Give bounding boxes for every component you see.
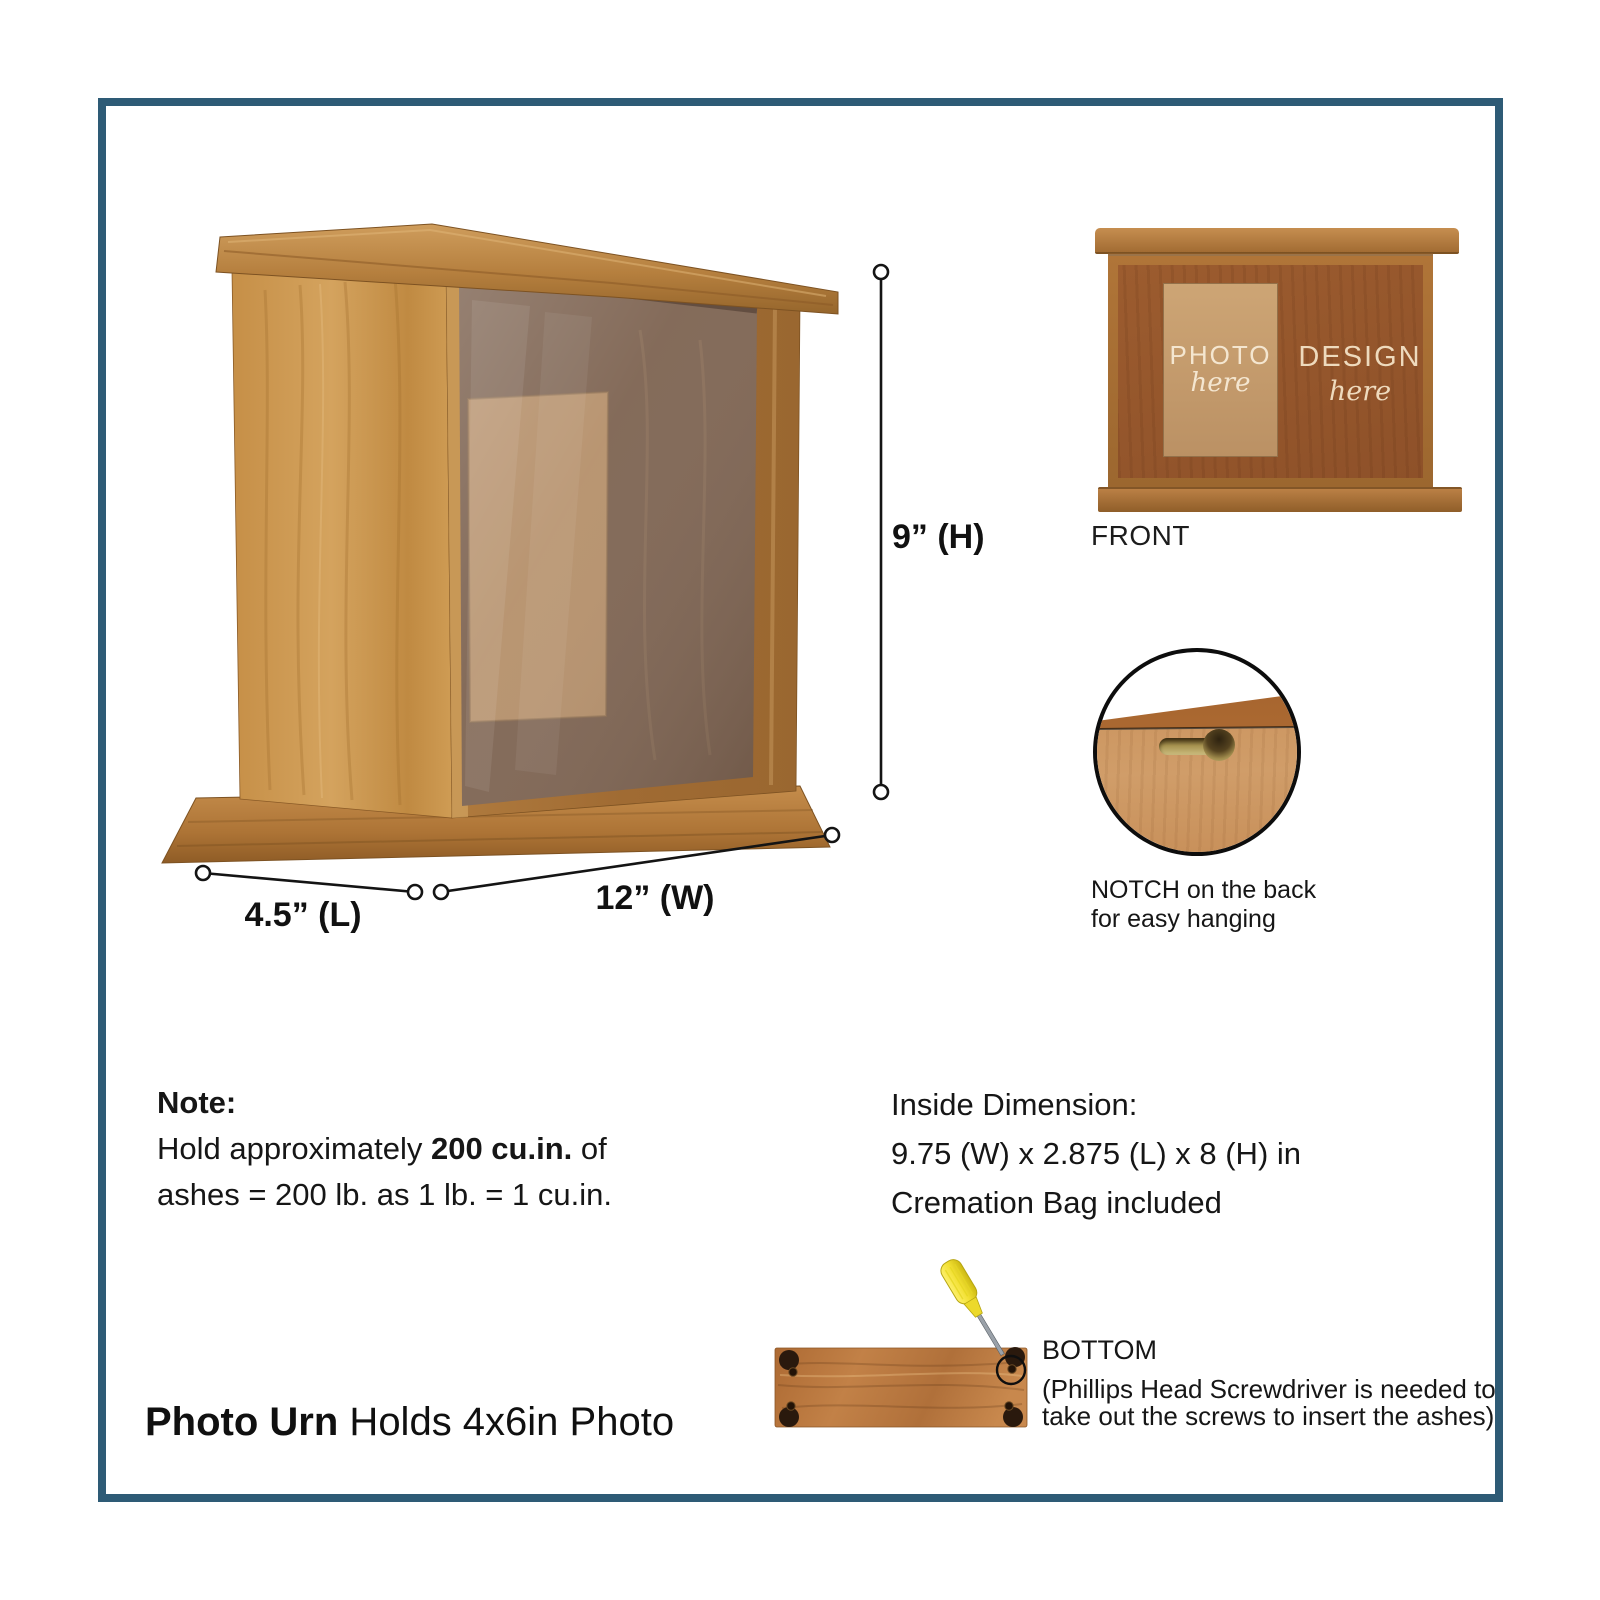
inside-dimension-line2: 9.75 (W) x 2.875 (L) x 8 (H) in [891, 1136, 1302, 1171]
product-title [145, 1400, 674, 1445]
bottom-caption-line1: (Phillips Head Screwdriver is needed to [1042, 1374, 1496, 1404]
width-dimension-label: 12” (W) [595, 879, 715, 917]
front-view-wood-panel [1118, 265, 1423, 478]
note-line1 [157, 1126, 612, 1172]
front-view-photo [1093, 222, 1465, 514]
bottom-view-caption [1042, 1337, 1496, 1430]
product-title-bold: Photo Urn [145, 1400, 339, 1444]
design-placeholder-script: here [1328, 376, 1392, 407]
front-view-design-placeholder [1280, 341, 1440, 407]
notch-caption [1091, 876, 1316, 934]
notch-caption-line2: for easy hanging [1091, 905, 1276, 933]
inside-dimension-note [891, 1080, 1301, 1227]
height-dimension-label: 9” (H) [892, 518, 985, 556]
bottom-caption-line2: take out the screws to insert the ashes) [1042, 1401, 1495, 1431]
product-title-rest: Holds 4x6in Photo [338, 1400, 675, 1444]
length-dimension-label: 4.5” (L) [244, 896, 362, 934]
front-view-base [1098, 487, 1462, 512]
note-line1-suffix: of [572, 1131, 607, 1166]
front-view-photo-placeholder [1163, 283, 1278, 457]
front-view-cap [1095, 228, 1459, 254]
design-placeholder-text: DESIGN [1298, 341, 1422, 373]
note-line2: ashes = 200 lb. as 1 lb. = 1 cu.in. [157, 1177, 612, 1212]
height-dimension-line [874, 265, 888, 799]
notch-caption-line1: NOTCH on the back [1091, 876, 1317, 904]
inside-dimension-line3: Cremation Bag included [891, 1185, 1222, 1220]
front-view-body [1108, 256, 1433, 487]
note-heading: Note: [157, 1085, 237, 1120]
main-urn-photo [162, 224, 838, 863]
notch-detail-circle [1093, 648, 1301, 856]
bottom-caption-title: BOTTOM [1042, 1335, 1158, 1365]
photo-placeholder-script: here [1190, 368, 1251, 398]
capacity-note [157, 1080, 612, 1218]
inside-dimension-line1: Inside Dimension: [891, 1087, 1138, 1122]
note-line1-prefix: Hold approximately [157, 1131, 431, 1166]
length-dimension-line [196, 866, 422, 899]
note-line1-bold: 200 cu.in. [430, 1131, 573, 1166]
bottom-view-photo [775, 1256, 1027, 1427]
front-view-caption: FRONT [1091, 520, 1190, 551]
keyhole-hole [1203, 729, 1235, 761]
screwdriver-icon [938, 1256, 1012, 1360]
photo-placeholder-text: PHOTO [1169, 340, 1272, 370]
